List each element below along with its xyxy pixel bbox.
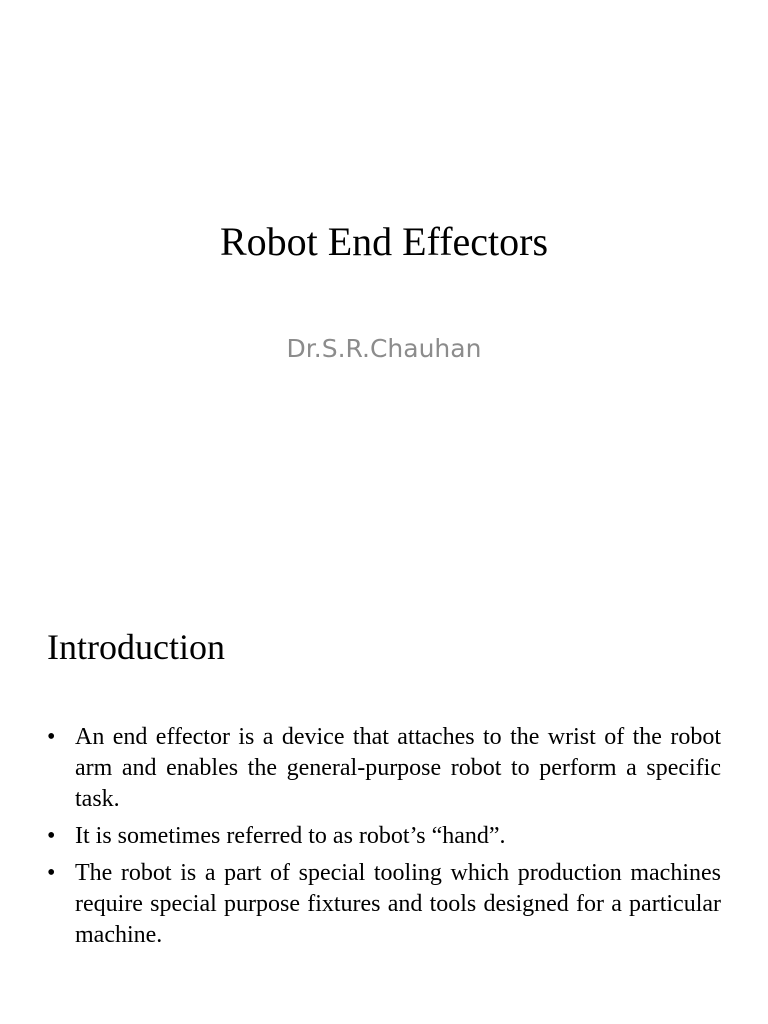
slide-title: Robot End Effectors: [219, 219, 549, 264]
list-item: [47, 858, 721, 951]
author-subtitle: Dr.S.R.Chauhan: [286, 334, 482, 363]
bullet-list: [47, 722, 721, 957]
bullet-marker: •: [47, 724, 56, 750]
bullet-marker: •: [47, 823, 56, 849]
bullet-text: It is sometimes referred to as robot’s “hand”.: [75, 823, 506, 849]
list-item: [47, 821, 721, 852]
list-item: [47, 722, 721, 815]
introduction-slide: [0, 512, 768, 1024]
bullet-marker: •: [47, 860, 56, 886]
bullet-text: The robot is a part of special tooling which production machines require special purpose fixtures and tools designed for a particular machine.: [75, 860, 721, 948]
section-heading: Introduction: [47, 627, 225, 667]
bullet-text: An end effector is a device that attaches to the wrist of the robot arm and enables the general-purpose robot to perform a specific task.: [75, 724, 721, 812]
